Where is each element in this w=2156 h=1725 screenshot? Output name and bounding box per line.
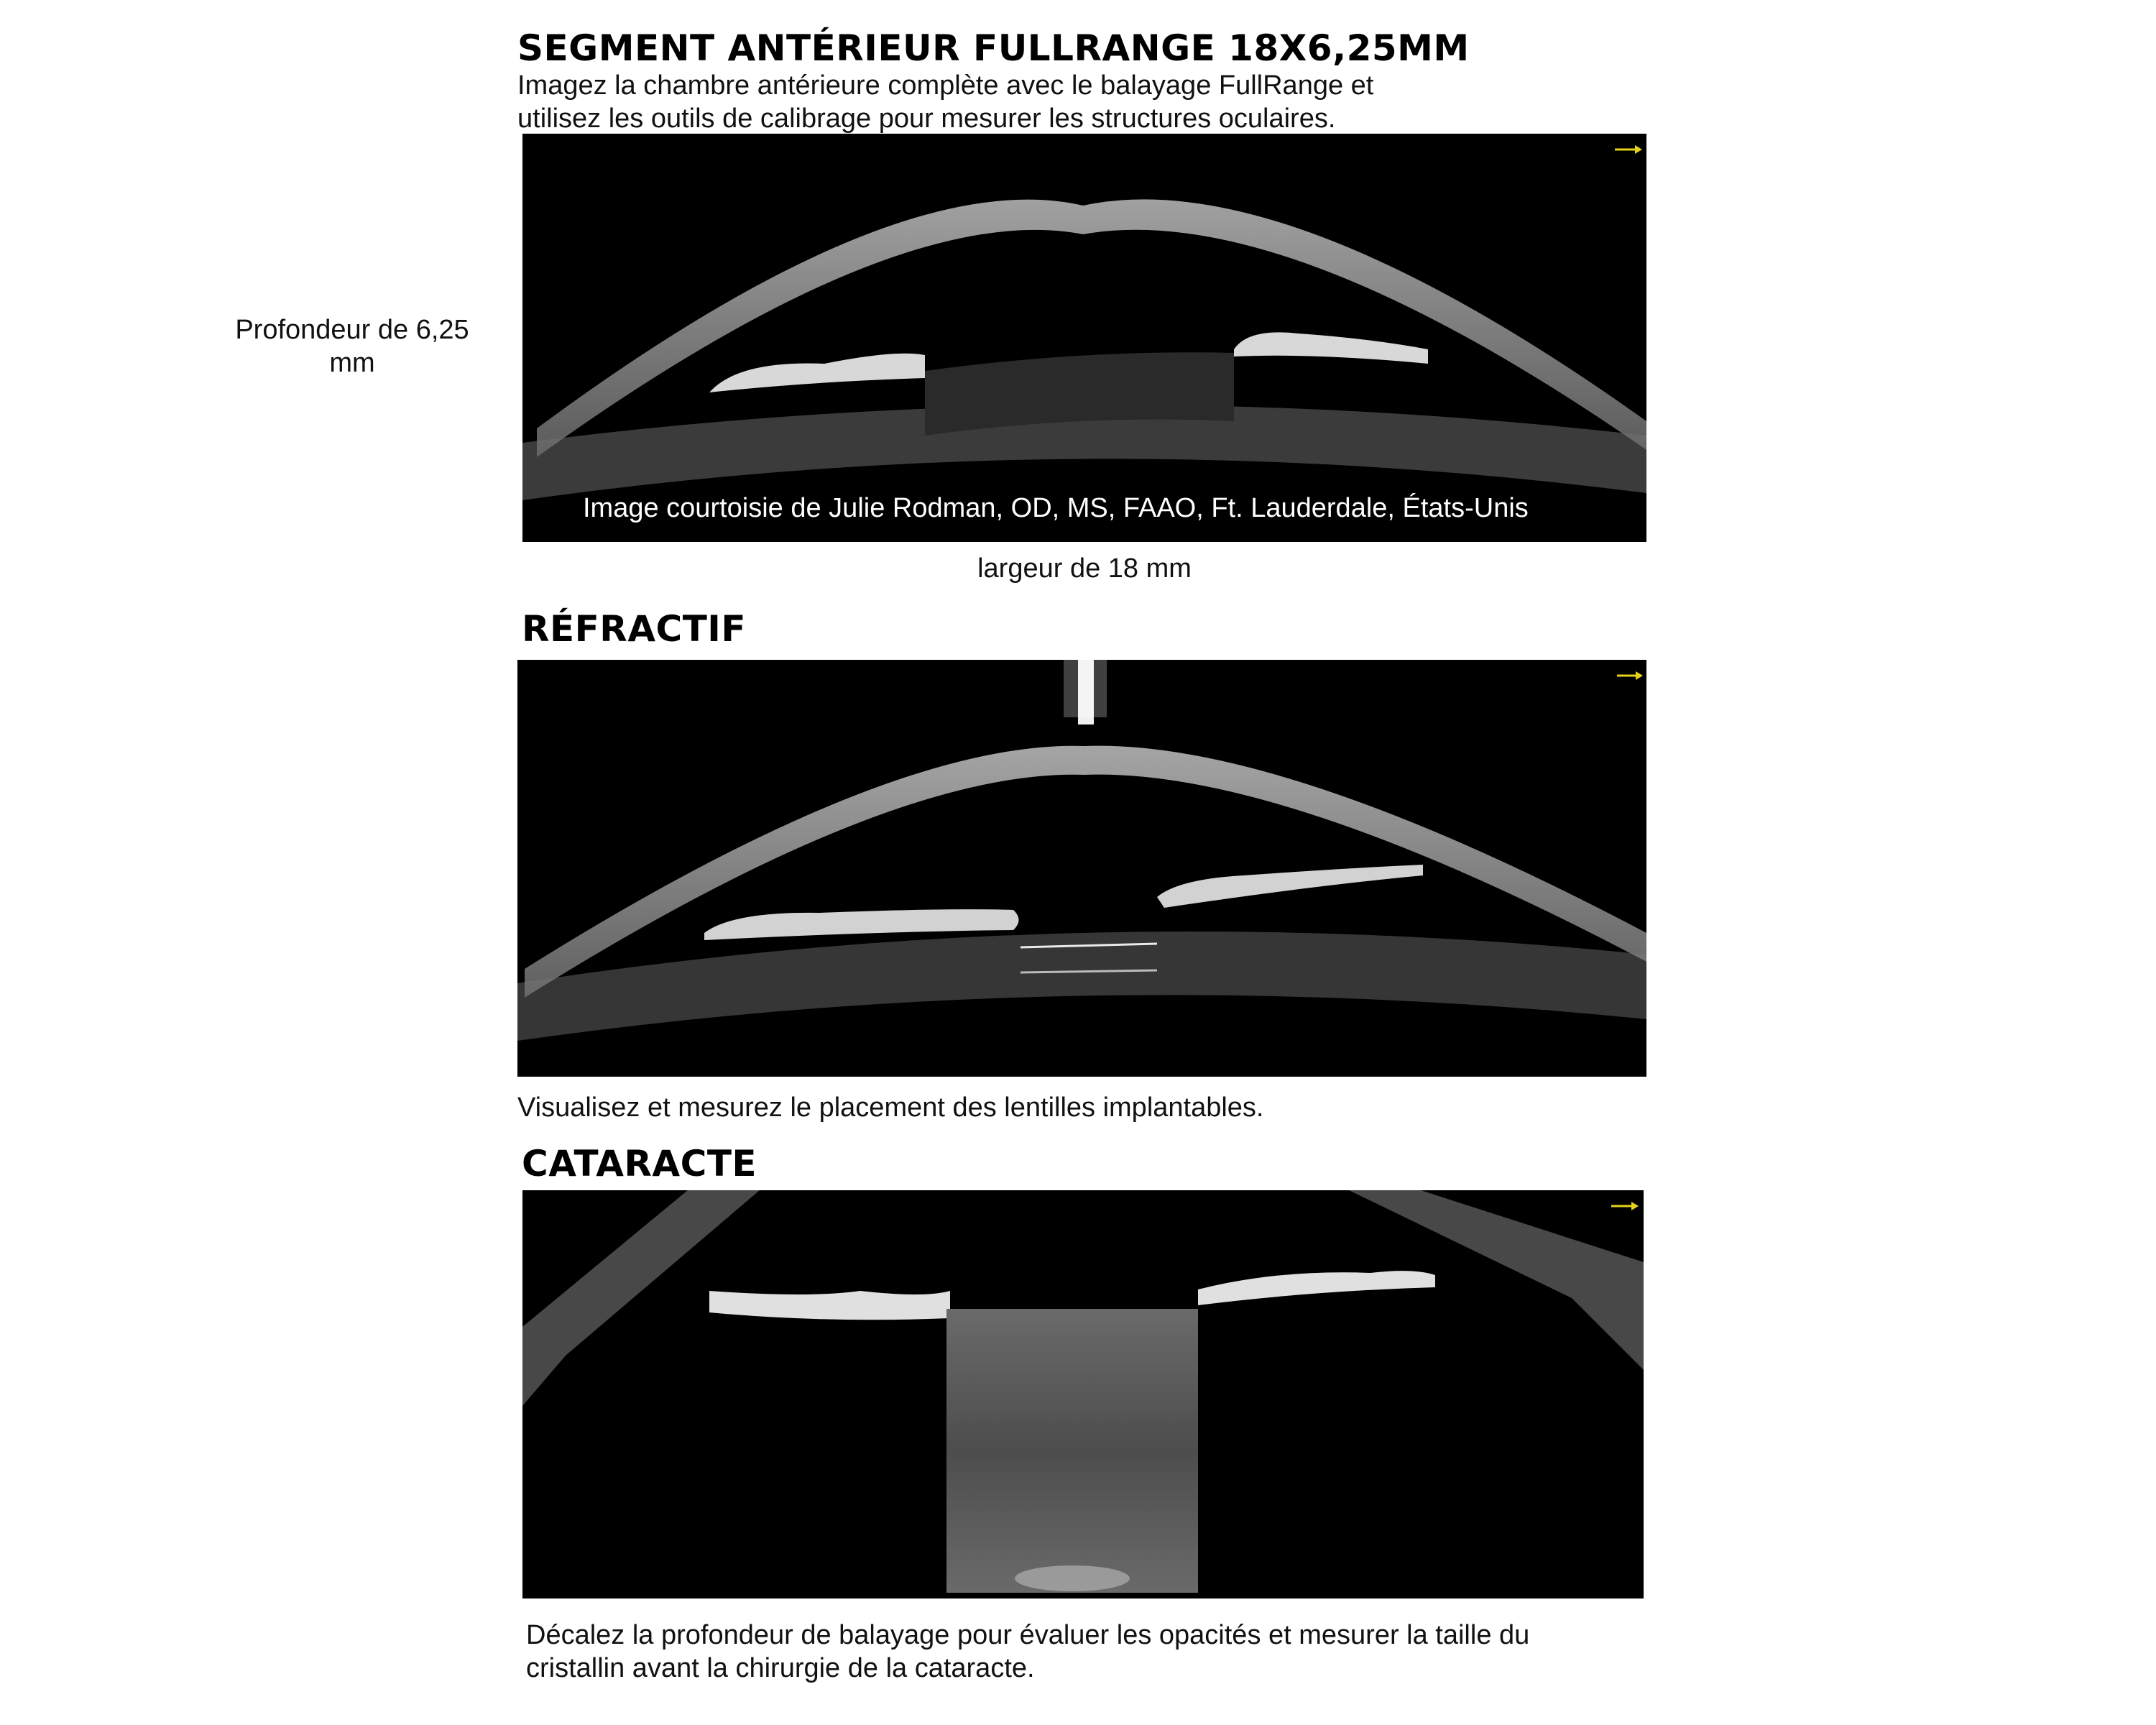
width-label: largeur de 18 mm bbox=[977, 553, 1192, 584]
section-title-refractive: RÉFRACTIF bbox=[522, 608, 747, 650]
depth-label-line: mm bbox=[329, 348, 375, 378]
description-line: Imagez la chambre antérieure complète avec le balayage FullRange et bbox=[517, 70, 1374, 101]
caption-line: cristallin avant la chirurgie de la cataracte. bbox=[526, 1653, 1035, 1683]
caption-cataract bbox=[526, 1619, 1529, 1685]
image-credit: Image courtoisie de Julie Rodman, OD, MS, FAAO, Ft. Lauderdale, États-Unis bbox=[583, 493, 1529, 523]
caption-line: Décalez la profondeur de balayage pour évaluer les opacités et mesurer la taille du bbox=[526, 1620, 1530, 1650]
oct-scan-refractive bbox=[517, 660, 1646, 1077]
description-line: utilisez les outils de calibrage pour mesurer les structures oculaires. bbox=[517, 104, 1336, 134]
oct-scan-cataract bbox=[522, 1190, 1644, 1598]
oct-scan-anterior-segment bbox=[522, 134, 1646, 542]
section-title-cataract: CATARACTE bbox=[522, 1143, 757, 1184]
depth-label bbox=[208, 313, 496, 380]
section-description-anterior-segment bbox=[517, 69, 1373, 135]
depth-label-line: Profondeur de 6,25 bbox=[235, 315, 469, 345]
section-title-anterior-segment: SEGMENT ANTÉRIEUR FULLRANGE 18X6,25MM bbox=[517, 27, 1470, 69]
caption-refractive: Visualisez et mesurez le placement des lentilles implantables. bbox=[517, 1092, 1264, 1123]
